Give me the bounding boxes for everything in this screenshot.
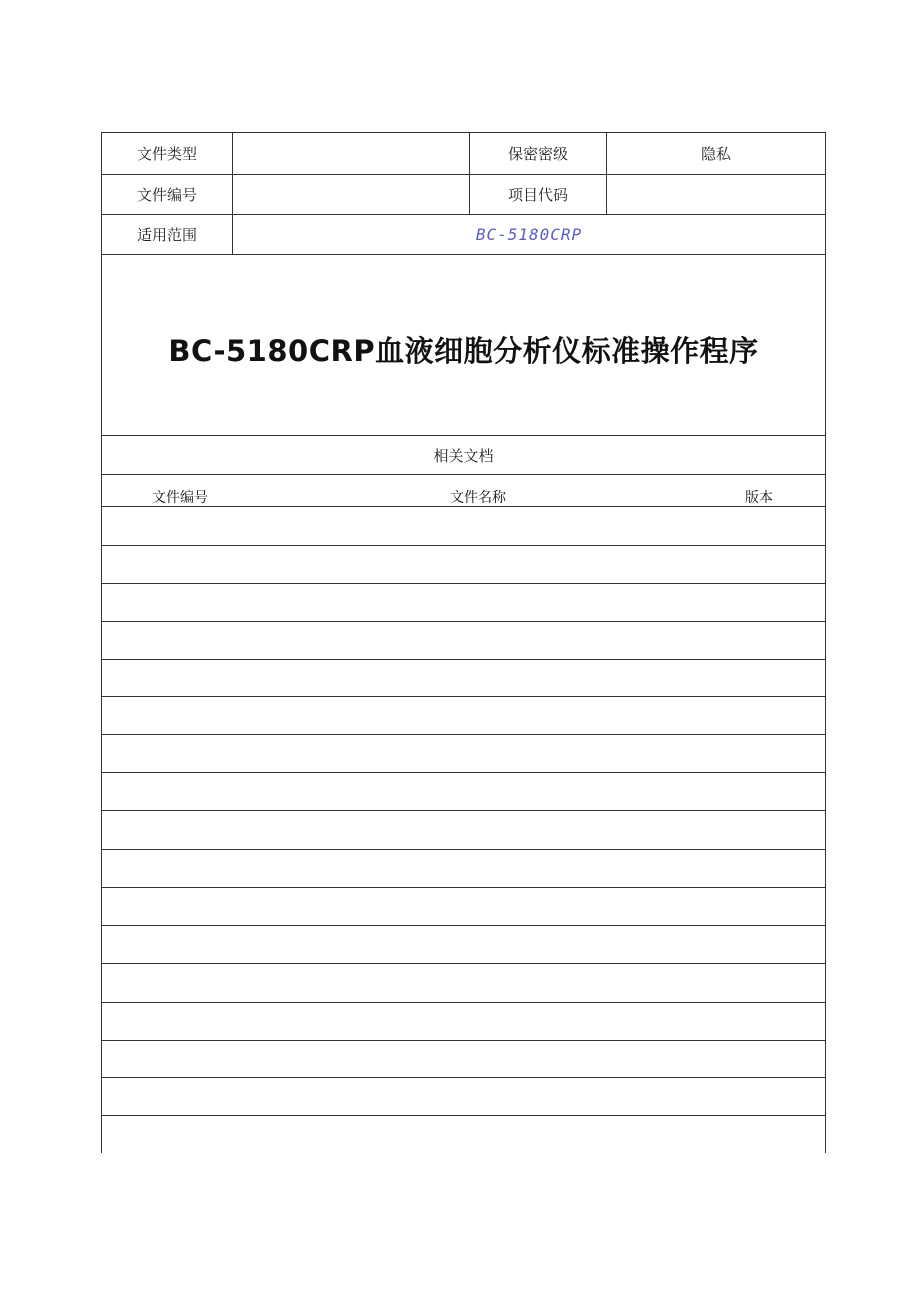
table-row [102, 1078, 825, 1116]
related-docs-header-row [102, 475, 825, 507]
col-header-doc-number: 文件编号 [152, 490, 208, 506]
row-scope [102, 215, 825, 255]
table-row [102, 926, 825, 964]
col-header-doc-name: 文件名称 [450, 490, 506, 506]
doc-number-label: 文件编号 [102, 175, 233, 214]
table-row [102, 660, 825, 697]
related-docs-label: 相关文档 [433, 446, 494, 465]
project-code-label: 项目代码 [470, 175, 607, 214]
row-title [102, 255, 825, 436]
doc-type-label: 文件类型 [102, 133, 233, 174]
table-row [102, 850, 825, 888]
confidentiality-label: 保密密级 [470, 133, 607, 174]
table-row [102, 811, 825, 850]
confidentiality-value: 隐私 [700, 145, 731, 163]
table-row [102, 584, 825, 622]
scope-value: BC-5180CRP [475, 225, 583, 244]
table-row [102, 888, 825, 926]
table-row [102, 1003, 825, 1041]
row-doc-type [102, 133, 825, 175]
scope-label: 适用范围 [102, 215, 233, 254]
document-sheet [101, 132, 826, 1154]
form-table [101, 132, 826, 1153]
doc-number-value [233, 175, 470, 214]
table-row [102, 622, 825, 660]
project-code-value [607, 175, 825, 214]
col-header-version: 版本 [745, 490, 773, 506]
table-row [102, 964, 825, 1003]
document-title: BC-5180CRP血液细胞分析仪标准操作程序 [168, 333, 759, 368]
table-row [102, 1041, 825, 1078]
table-row [102, 697, 825, 735]
doc-type-value [233, 133, 470, 174]
table-row [102, 735, 825, 773]
row-related-docs-label [102, 436, 825, 475]
table-row [102, 773, 825, 811]
table-row [102, 546, 825, 584]
table-row [102, 507, 825, 546]
row-doc-number [102, 175, 825, 215]
